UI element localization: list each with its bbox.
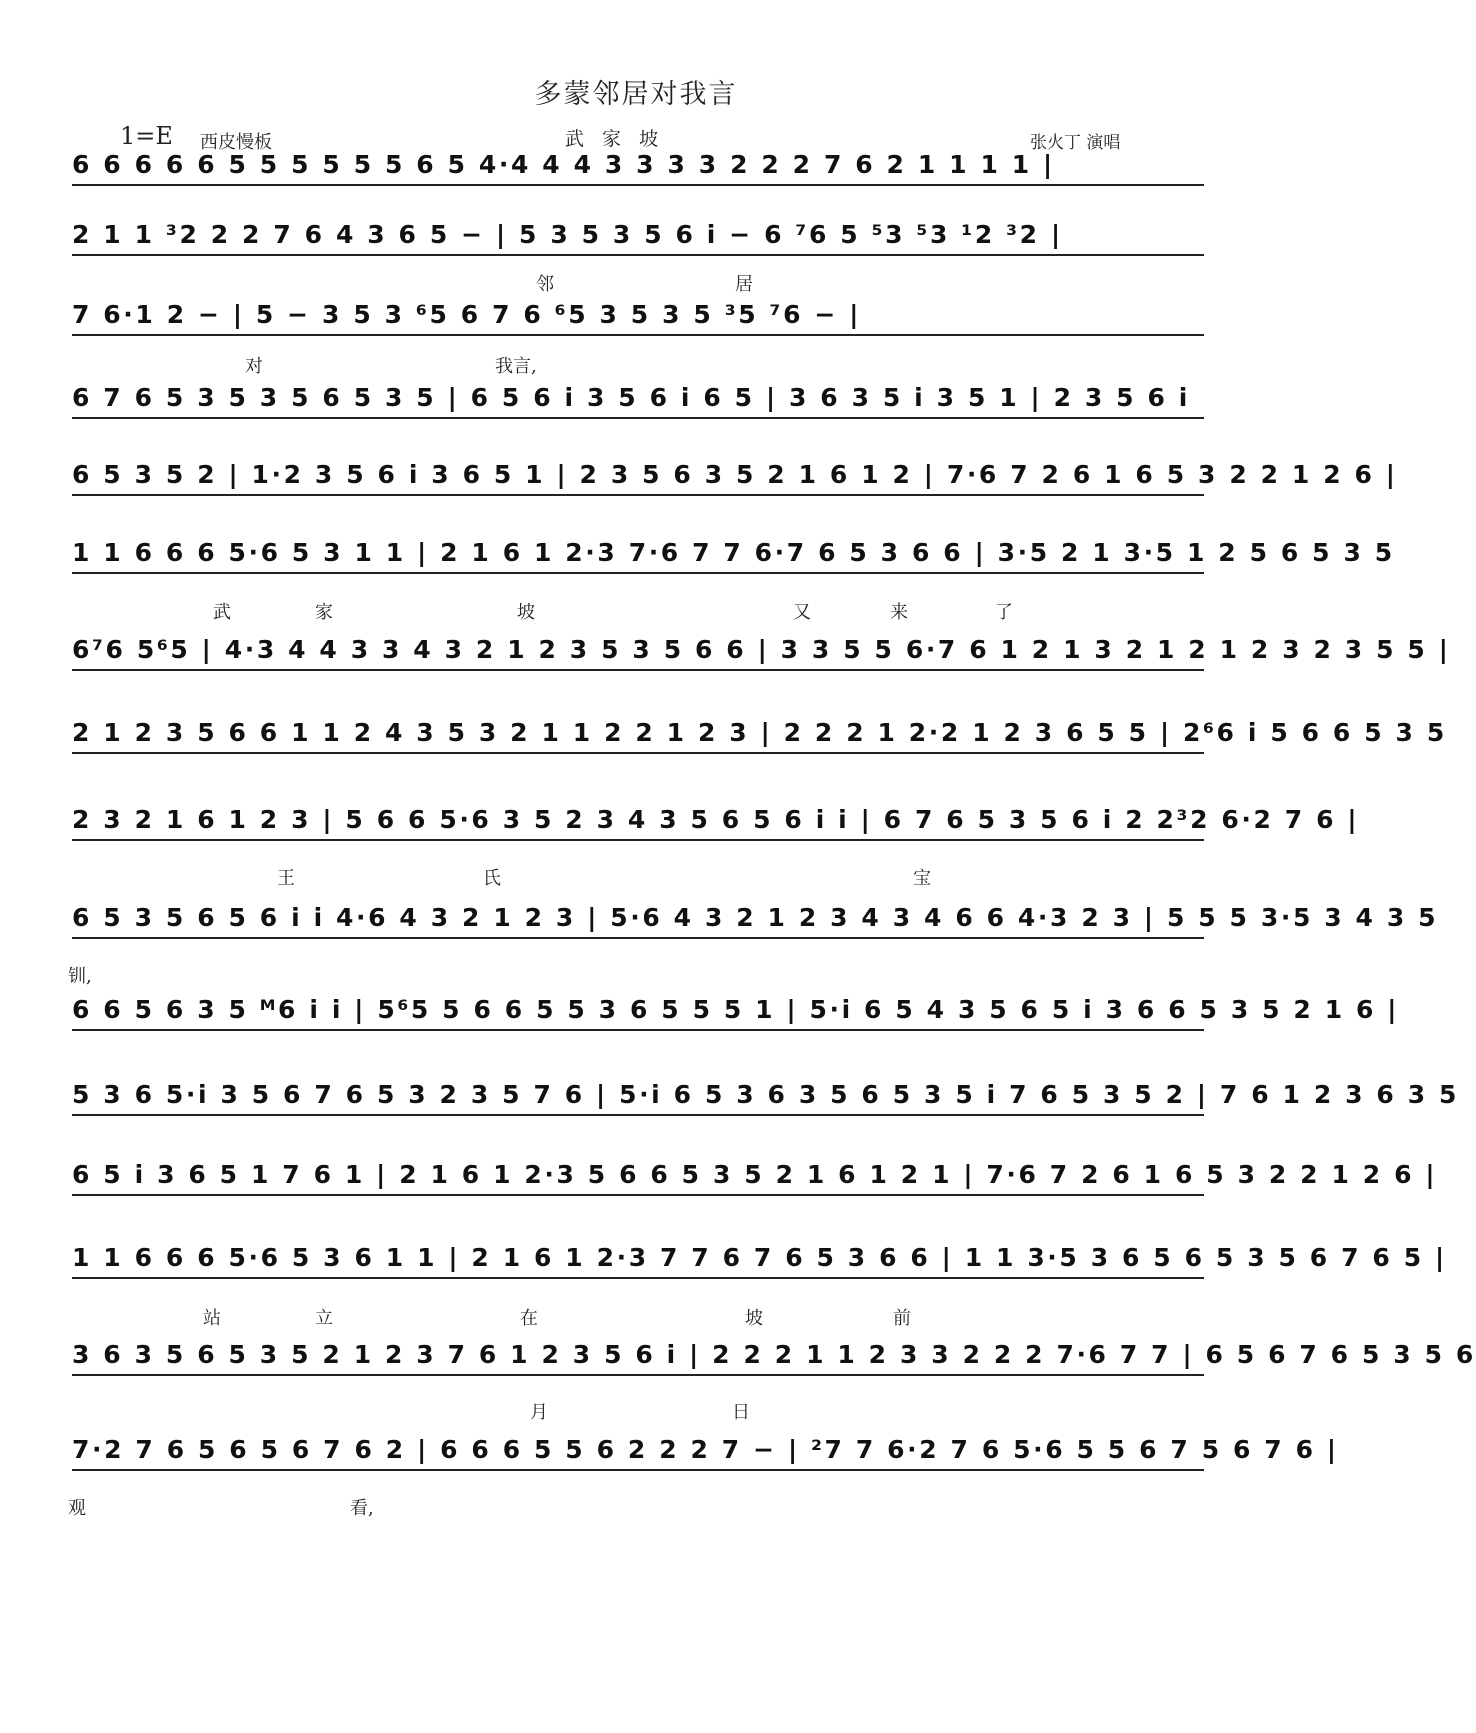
lyric-syllable: 了 — [995, 602, 1013, 623]
lyric-syllable: 坡 — [745, 1308, 763, 1329]
lyric-line — [0, 270, 1272, 296]
lyric-line — [0, 1494, 1272, 1520]
lyric-syllable: 日 — [732, 1402, 750, 1423]
notation-row — [0, 1160, 1438, 1240]
lyric-syllable: 又 — [793, 602, 811, 623]
lyric-syllable: 家 — [315, 602, 333, 623]
notation-row — [0, 460, 1398, 540]
notation-row — [0, 635, 1451, 715]
jianpu-notes: 6 6 6 6 6 5 5 5 5 5 5 6 5 4·4 4 4 3 3 3 3 2 2 2 7 6 2 1 1 1 1 | — [72, 150, 1204, 179]
jianpu-notes: 6⁷6 5⁶5 | 4·3 4 4 3 3 4 3 2 1 2 3 5 3 5 6 6 | 3 3 5 5 6·7 6 1 2 1 3 2 1 2 1 2 3 2 3 5 5 | — [72, 635, 1451, 664]
jianpu-notes: 1 1 6 6 6 5·6 5 3 1 1 | 2 1 6 1 2·3 7·6 7 7 6·7 6 5 3 6 6 | 3·5 2 1 3·5 1 2 5 6 5 3 5 — [72, 538, 1395, 567]
jianpu-notes: 2 3 2 1 6 1 2 3 | 5 6 6 5·6 3 5 2 3 4 3 5 6 5 6 i i | 6 7 6 5 3 5 6 i 2 2³2 6·2 7 6 | — [72, 805, 1360, 834]
jianpu-notes: 5 3 6 5·i 3 5 6 7 6 5 3 2 3 5 7 6 | 5·i 6 5 3 6 3 5 6 5 3 5 i 7 6 5 3 5 2 | 7 6 1 2 3 6 3 5 — [72, 1080, 1460, 1109]
jianpu-notes: 6 5 3 5 2 | 1·2 3 5 6 i 3 6 5 1 | 2 3 5 6 3 5 2 1 6 1 2 | 7·6 7 2 6 1 6 5 3 2 2 1 2 6 | — [72, 460, 1398, 489]
lyric-syllable: 在 — [520, 1308, 538, 1329]
lyric-line — [0, 598, 1272, 624]
notation-row — [0, 1080, 1460, 1160]
lyric-syllable: 看, — [350, 1498, 374, 1519]
lyric-syllable: 站 — [203, 1308, 221, 1329]
tempo-marking: 西皮慢板 — [200, 132, 272, 153]
lyric-syllable: 王 — [277, 868, 295, 889]
lyric-syllable: 立 — [315, 1308, 333, 1329]
jianpu-notes: 6 7 6 5 3 5 3 5 6 5 3 5 | 6 5 6 i 3 5 6 i 6 5 | 3 6 3 5 i 3 5 1 | 2 3 5 6 i — [72, 383, 1204, 412]
jianpu-notes: 1 1 6 6 6 5·6 5 3 6 1 1 | 2 1 6 1 2·3 7 7 6 7 6 5 3 6 6 | 1 1 3·5 3 6 5 6 5 3 5 6 7 6 5 | — [72, 1243, 1447, 1272]
score-title: 多蒙邻居对我言 — [534, 79, 738, 110]
lyric-syllable: 邻 — [536, 274, 554, 295]
lyric-line — [0, 864, 1272, 890]
lyric-line — [0, 1398, 1272, 1424]
lyric-syllable: 月 — [530, 1402, 548, 1423]
lyric-syllable: 居 — [735, 274, 753, 295]
jianpu-notes: 6 5 3 5 6 5 6 i i 4·6 4 3 2 1 2 3 | 5·6 4 3 2 1 2 3 4 3 4 6 6 4·3 2 3 | 5 5 5 3·5 3 4 3 5 — [72, 903, 1439, 932]
lyric-syllable: 来 — [890, 602, 908, 623]
notation-row — [0, 718, 1447, 798]
lyric-syllable: 武 — [213, 602, 231, 623]
lyric-syllable: 氏 — [483, 868, 501, 889]
jianpu-notes: 3 6 3 5 6 5 3 5 2 1 2 3 7 6 1 2 3 5 6 i | 2 2 2 1 1 2 3 3 2 2 2 7·6 7 7 | 6 5 6 7 6 5 3 5 6 — [72, 1340, 1476, 1369]
lyric-syllable: 我言, — [495, 356, 537, 377]
lyric-syllable: 观 — [68, 1498, 86, 1519]
notation-row — [0, 383, 1272, 463]
jianpu-notes: 7·2 7 6 5 6 5 6 7 6 2 | 6 6 6 5 5 6 2 2 2 7 − | ²7 7 6·2 7 6 5·6 5 5 6 7 5 6 7 6 | — [72, 1435, 1339, 1464]
jianpu-notes: 6 5 i 3 6 5 1 7 6 1 | 2 1 6 1 2·3 5 6 6 5 3 5 2 1 6 1 2 1 | 7·6 7 2 6 1 6 5 3 2 2 1 2 6 | — [72, 1160, 1438, 1189]
lyric-syllable: 坡 — [517, 602, 535, 623]
jianpu-notes: 2 1 1 ³2 2 2 7 6 4 3 6 5 − | 5 3 5 3 5 6 i − 6 ⁷6 5 ⁵3 ⁵3 ¹2 ³2 | — [72, 220, 1204, 249]
lyric-line — [0, 352, 1272, 378]
lyric-syllable: 钏, — [68, 966, 92, 987]
lyric-syllable: 宝 — [913, 868, 931, 889]
lyric-syllable: 对 — [245, 356, 263, 377]
jianpu-notes: 6 6 5 6 3 5 ᴹ6 i i | 5⁶5 5 6 6 5 5 3 6 5 5 5 1 | 5·i 6 5 4 3 5 6 5 i 3 6 6 5 3 5 2 1 6 | — [72, 995, 1400, 1024]
lyric-line — [0, 1304, 1272, 1330]
notation-row — [0, 150, 1272, 230]
play-name: 武 家 坡 — [565, 128, 665, 150]
lyric-syllable: 前 — [893, 1308, 911, 1329]
key-signature: 1=E — [120, 122, 173, 150]
jianpu-notes: 7 6·1 2 − | 5 − 3 5 3 ⁶5 6 7 6 ⁶5 3 5 3 5 ³5 ⁷6 − | — [72, 300, 1204, 329]
jianpu-notes: 2 1 2 3 5 6 6 1 1 2 4 3 5 3 2 1 1 2 2 1 2 3 | 2 2 2 1 2·2 1 2 3 6 5 5 | 2⁶6 i 5 6 6 5 3 5 — [72, 718, 1447, 747]
lyric-line — [0, 962, 1272, 988]
notation-row — [0, 995, 1400, 1075]
performer-credit: 张火丁 演唱 — [1030, 133, 1121, 153]
